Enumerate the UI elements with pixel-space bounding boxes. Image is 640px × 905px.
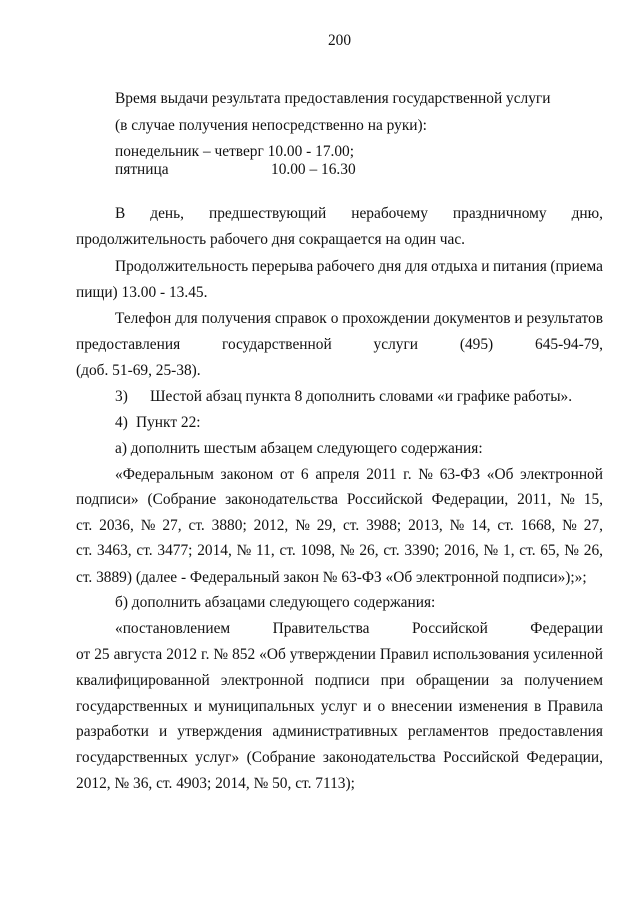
government-decree-quote-line: государственных и муниципальных услуг и о внесении изменения в Правила: [76, 698, 603, 715]
lunch-break-line: пищи) 13.00 - 13.45.: [76, 284, 208, 301]
schedule-note: (в случае получения непосредственно на руки):: [115, 117, 427, 134]
federal-law-quote-line: подписи» (Собрание законодательства Российской Федерации, 2011, № 15,: [76, 491, 603, 508]
government-decree-quote-line: разработки и утверждения административных регламентов предоставления: [76, 723, 603, 740]
item-text: Шестой абзац пункта 8 дополнить словами «и графике работы».: [150, 388, 573, 405]
phone-line: (доб. 51-69, 25-38).: [76, 362, 201, 379]
federal-law-quote-line: «Федеральным законом от 6 апреля 2011 г. № 63-ФЗ «Об электронной: [115, 466, 603, 483]
federal-law-quote-line: ст. 2036, № 27, ст. 3880; 2012, № 29, ст. 3988; 2013, № 14, ст. 1668, № 27,: [76, 517, 603, 534]
shortened-day-line: В день, предшествующий нерабочему праздничному дню,: [115, 205, 603, 222]
schedule-title: Время выдачи результата предоставления государственной услуги: [115, 90, 551, 107]
schedule-days: понедельник – четверг: [115, 143, 264, 160]
government-decree-quote-line: от 25 августа 2012 г. № 852 «Об утверждении Правил использования усиленной: [76, 646, 603, 663]
schedule-row-mon-thu: [115, 143, 603, 161]
subitem-b: б) дополнить абзацами следующего содержания:: [115, 594, 436, 611]
lunch-break-line: Продолжительность перерыва рабочего дня для отдыха и питания (приема: [115, 258, 603, 275]
government-decree-quote-line: 2012, № 36, ст. 4903; 2014, № 50, ст. 7113);: [76, 775, 355, 792]
phone-line: предоставления государственной услуги (495) 645-94-79,: [76, 336, 603, 353]
amendment-item-3: [115, 388, 603, 406]
schedule-hours: 10.00 - 17.00;: [267, 143, 355, 160]
schedule-days: пятница: [115, 161, 169, 178]
phone-line: Телефон для получения справок о прохождении документов и результатов: [115, 310, 603, 327]
item-text: Пункт 22:: [136, 414, 201, 431]
schedule-row-friday: [115, 161, 603, 179]
item-number: 4): [115, 414, 128, 431]
shortened-day-line: продолжительность рабочего дня сокращается на один час.: [76, 231, 466, 248]
subitem-a: а) дополнить шестым абзацем следующего содержания:: [115, 440, 483, 457]
schedule-hours: 10.00 – 16.30: [271, 161, 356, 178]
government-decree-quote-line: квалифицированной электронной подписи при обращении за получением: [76, 672, 603, 689]
government-decree-quote-line: «постановлением Правительства Российской Федерации: [115, 620, 603, 637]
amendment-item-4: [115, 414, 603, 432]
item-number: 3): [115, 388, 128, 405]
federal-law-quote-line: ст. 3889) (далее - Федеральный закон № 63-ФЗ «Об электронной подписи»);»;: [76, 569, 587, 586]
government-decree-quote-line: государственных услуг» (Собрание законодательства Российской Федерации,: [76, 749, 603, 766]
federal-law-quote-line: ст. 3463, ст. 3477; 2014, № 11, ст. 1098, № 26, ст. 3390; 2016, № 1, ст. 65, № 26,: [76, 542, 603, 559]
page-number: 200: [327, 32, 352, 49]
